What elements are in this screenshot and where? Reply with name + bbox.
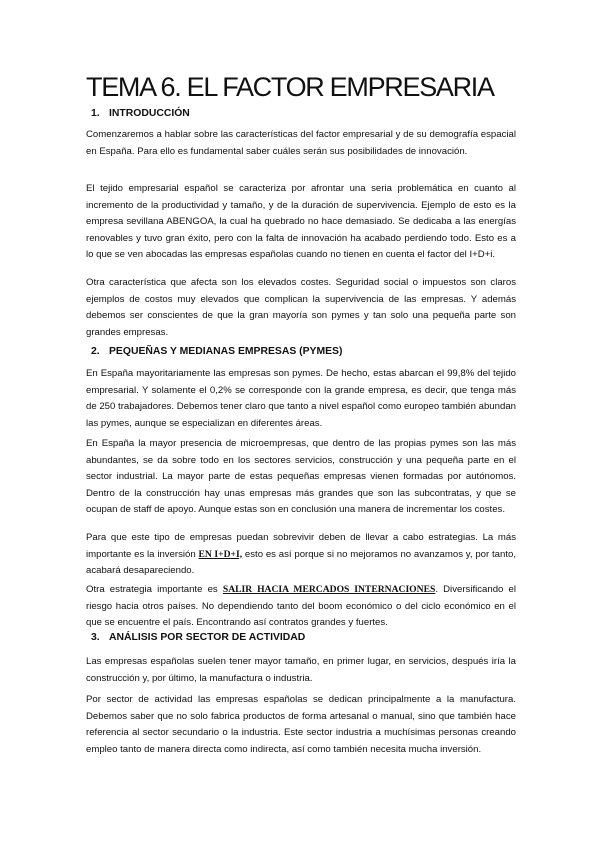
text-run: Para que este tipo de empresas puedan sobrevivir deben de llevar a cabo estrategias. La más importante es la inversión — [86, 532, 516, 560]
paragraph: Otra característica que afecta son los elevados costes. Seguridad social o impuestos son claros ejemplos de costos muy elevados que complican la supervivencia de las empresas. Y además debemos ser conscientes de que la gran mayoría son pymes y tan solo una pequeña parte son grandes empresas. — [86, 277, 516, 338]
paragraph: Las empresas españolas suelen tener mayor tamaño, en primer lugar, en servicios, después iría la construcción y, por último, la manufactura o industria. — [86, 656, 516, 684]
section-number: 2. — [91, 346, 100, 357]
text-run: . Diversificando el riesgo hacia otros países. No dependiendo tanto del boom económico o del ciclo económico en el que se encuentre el país. Encontrando así contratos grandes y fuertes. — [86, 584, 517, 629]
document-title: TEMA 6. EL FACTOR EMPRESARIA — [86, 72, 494, 102]
emphasis-text: SALIR HACIA MERCADOS INTERNACIONES — [222, 584, 436, 595]
paragraph: En España mayoritariamente las empresas son pymes. De hecho, estas abarcan el 99,8% del tejido empresarial. Y solamente el 0,2% se corresponde con la grande empresa, es decir, que tenga más de 250 trabajadores. Debemos tener claro que tanto a nivel español como europeo también abundan las pymes, aunque se especializan en diferentes áreas. — [86, 368, 516, 429]
paragraph: En España la mayor presencia de microempresas, que dentro de las propias pymes son las más abundantes, se da sobre todo en los sectores servicios, construcción y una pequeña parte en el sector industrial. La mayor parte de estas pequeñas empresas vienen formadas por autónomos. Dentro de la construcción hay unas empresas más grandes que son las subcontratas, y que se ocupan de staff de apoyo. Aunque estas son en conclusión una manera de incrementar los costes. — [86, 438, 516, 516]
text-run: Otra estrategia importante es — [86, 584, 223, 595]
section-title: ANÁLISIS POR SECTOR DE ACTIVIDAD — [109, 632, 306, 643]
paragraph: Comenzaremos a hablar sobre las características del factor empresarial y de su demografía espacial en España. Para ello es fundamental saber cuáles serán sus posibilidades de innovación. — [86, 129, 516, 157]
paragraph — [86, 530, 516, 580]
paragraph: Por sector de actividad las empresas españolas se dedican principalmente a la manufactura. Debemos saber que no solo fabrica productos de forma artesanal o manual, sino que también hace referencia al sector secundario o la industria. Este sector industria a muchísimas personas creando empleo tanto de manera directa como indirecta, así como también necesita mucha inversión. — [86, 694, 516, 755]
paragraph — [86, 582, 516, 632]
section-heading-introduccion — [91, 108, 190, 119]
section-title: INTRODUCCIÓN — [109, 108, 190, 119]
text-run: esto es así porque si no mejoramos no avanzamos y, por tanto, acabará desapareciendo. — [86, 548, 517, 577]
section-heading-pymes — [91, 346, 342, 357]
paragraph: El tejido empresarial español se caracteriza por afrontar una seria problemática en cuanto al incremento de la productividad y tamaño, y de la duración de supervivencia. Ejemplo de esto es la empresa sevillana ABENGOA, la cual ha quebrado no hace demasiado. Se dedicaba a las energías renovables y tuvo gran éxito, pero con la falta de innovación ha acabado perdiendo todo. Esto es a lo que se ven abocadas las empresas españolas cuando no tienen en cuenta el factor del I+D+i. — [86, 183, 516, 261]
section-number: 3. — [91, 632, 100, 643]
section-title: PEQUEÑAS Y MEDIANAS EMPRESAS (PYMES) — [109, 346, 343, 357]
section-heading-analisis — [91, 632, 305, 643]
emphasis-text: EN I+D+I, — [198, 548, 243, 560]
section-number: 1. — [91, 108, 100, 119]
